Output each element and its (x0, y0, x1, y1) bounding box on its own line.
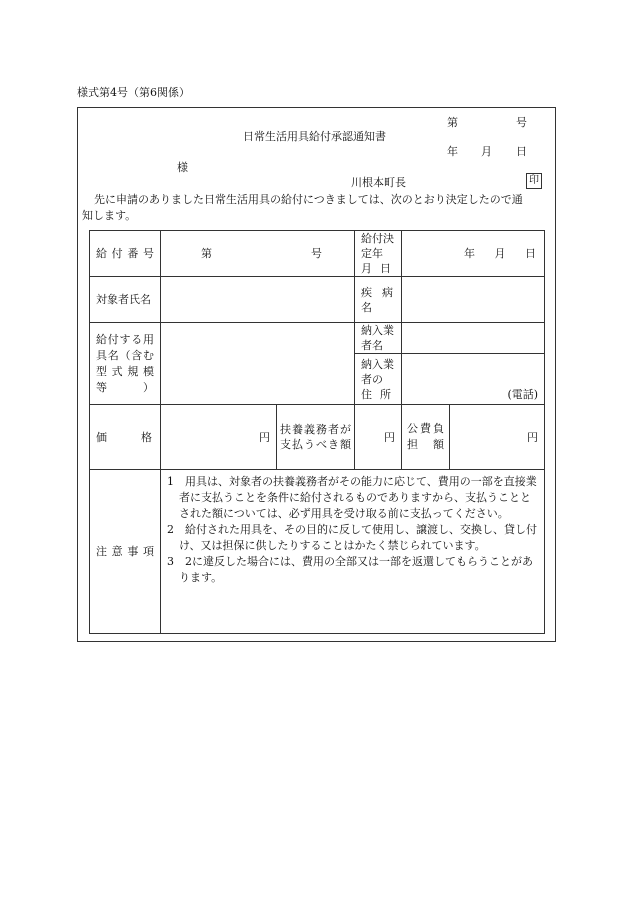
guardian-yen: 円 (384, 430, 396, 444)
number-dai: 第 (447, 116, 458, 129)
note-item: 1 用具は、対象者の扶養義務者がその能力に応じて、費用の一部を直接業者に支払うことを条件に給付されるものでありますから、支払うこととされた額については、必ず用具を受け取る前に支払ってください。 (167, 475, 537, 520)
addressee-sama: 様 (177, 161, 188, 174)
date-day: 日 (516, 145, 527, 158)
note-item: 2 給付された用具を、その目的に反して使用し、譲渡し、交換し、貸し付け、又は担保に供したりすることはかたく禁じられています。 (167, 523, 537, 552)
decision-month: 月 (494, 247, 506, 260)
note-item: 3 2に違反した場合には、費用の全部又は一部を返還してもらうことがあります。 (167, 555, 533, 584)
payment-number-cell (161, 231, 355, 277)
price-label: 価格 (90, 405, 161, 470)
subject-name-cell (161, 277, 355, 323)
decision-day: 日 (525, 247, 537, 260)
date-year: 年 (447, 145, 458, 158)
public-amount-label: 公費負担額 (402, 405, 450, 470)
public-yen: 円 (527, 430, 539, 444)
benefit-table (89, 230, 545, 634)
price-cell (161, 405, 277, 470)
subject-name-label: 対象者氏名 (90, 277, 161, 323)
decision-year: 年 (464, 247, 476, 260)
guardian-amount-cell (355, 405, 402, 470)
payment-number-dai: 第 (201, 247, 212, 260)
seal-mark: 印 (526, 173, 542, 189)
decision-date-label: 給付決定年 月 日 (355, 231, 402, 277)
supplier-name-label: 納入業者名 (355, 323, 402, 354)
document-title: 日常生活用具給付承認通知書 (243, 130, 386, 143)
supplier-address-label: 納入業者の 住 所 (355, 354, 402, 405)
notes-label: 注意事項 (90, 470, 161, 634)
issuer-name: 川根本町長 (351, 176, 406, 189)
supplier-name-cell (402, 323, 545, 354)
date-month: 月 (481, 145, 492, 158)
guardian-amount-label: 扶養義務者が支払うべき額 (277, 405, 355, 470)
supplier-address-cell (402, 354, 545, 405)
intro-line-1: 先に申請のありました日常生活用具の給付につきましては、次のとおり決定したので通 (94, 193, 523, 206)
disease-cell (402, 277, 545, 323)
form-number: 様式第4号（第6関係） (77, 86, 190, 99)
number-go: 号 (516, 116, 527, 129)
public-amount-cell (450, 405, 545, 470)
payment-number-go: 号 (311, 247, 323, 260)
notes-cell (161, 470, 545, 634)
equipment-label: 給付する用具名（含む型式規模等） (90, 323, 161, 405)
intro-line-2: 知します。 (82, 209, 137, 222)
price-yen: 円 (259, 430, 270, 444)
phone-label: (電話) (507, 388, 539, 401)
decision-date-cell (402, 231, 545, 277)
equipment-cell (161, 323, 355, 405)
disease-label: 疾病名 (355, 277, 402, 323)
payment-number-label: 給付番号 (90, 231, 161, 277)
